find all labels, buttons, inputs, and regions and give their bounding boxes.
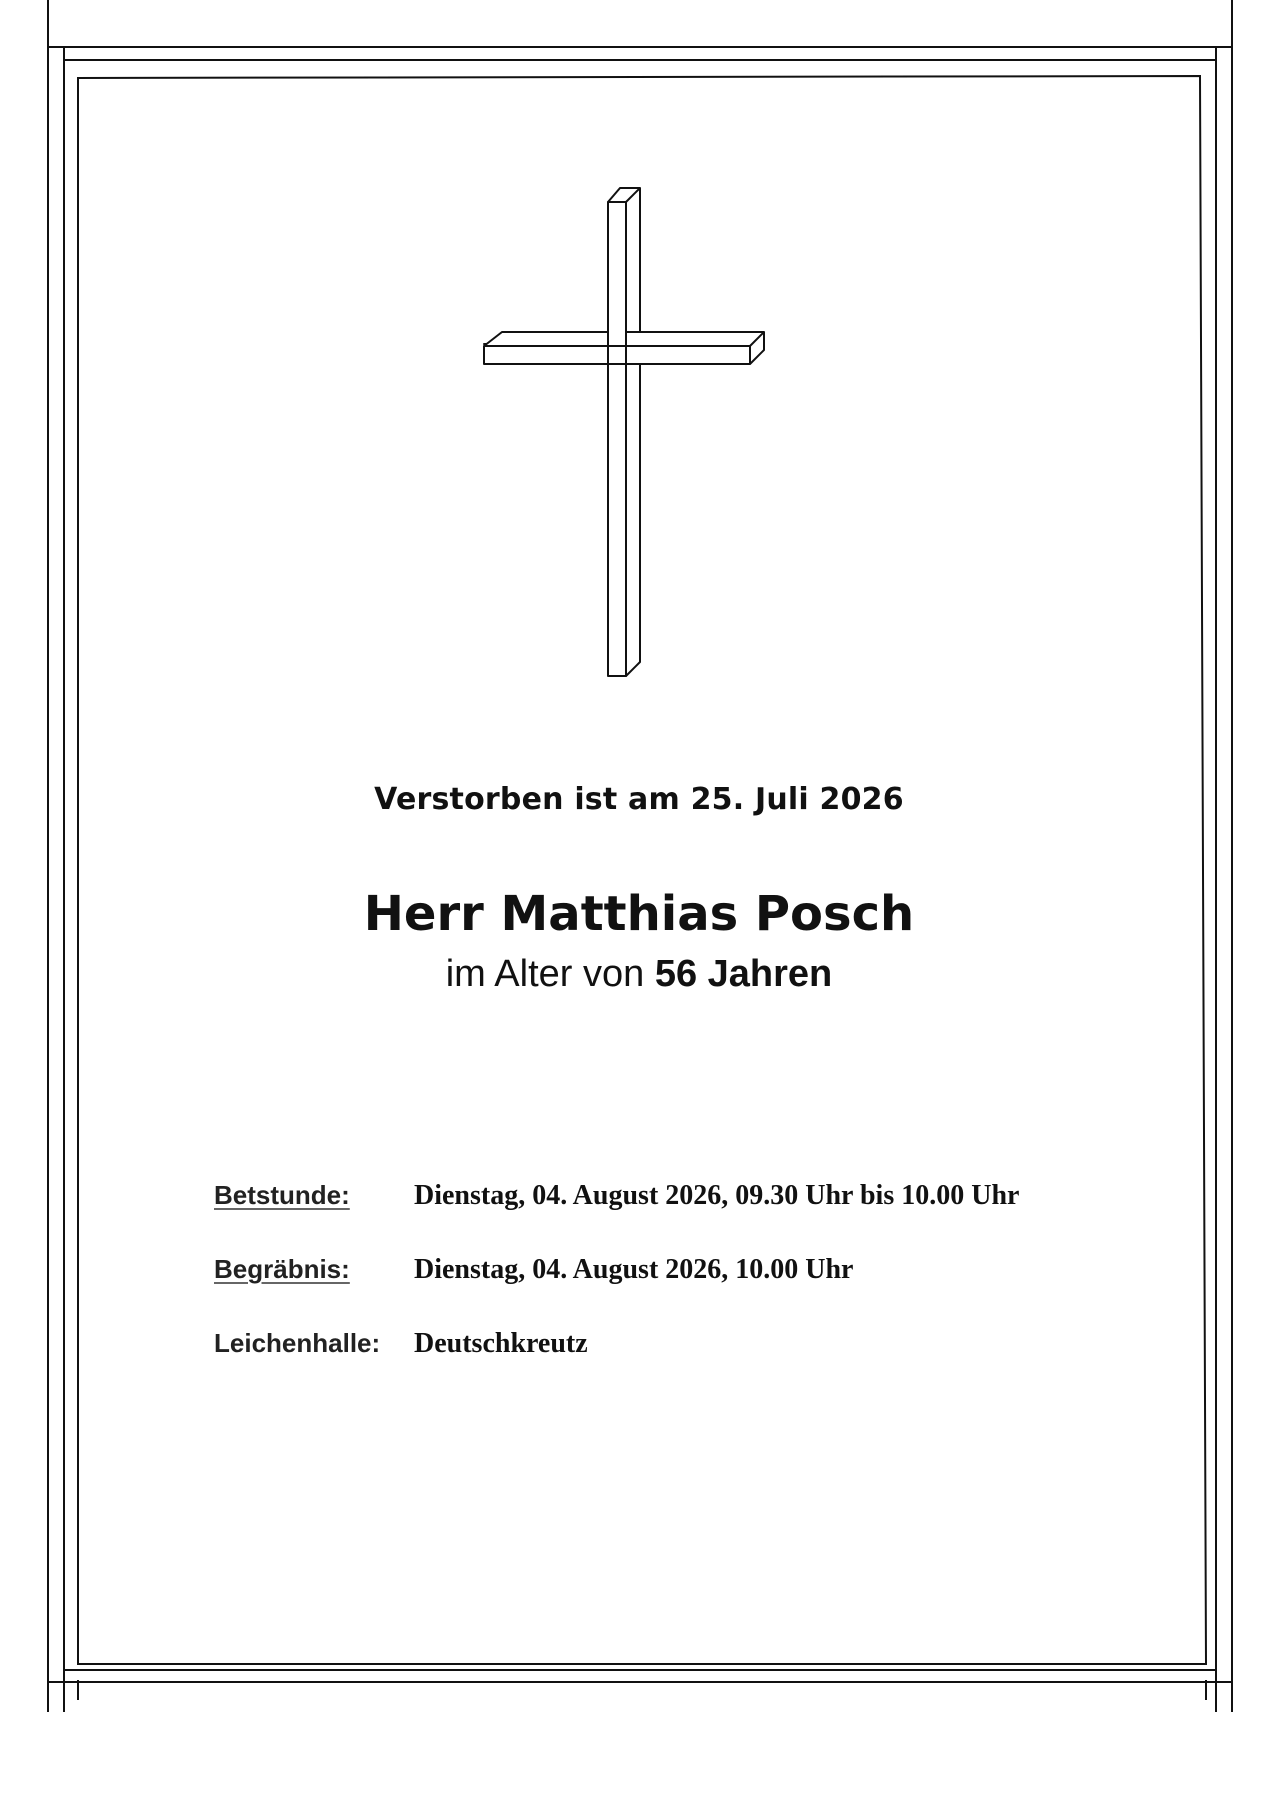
detail-label: Begräbnis: <box>214 1254 350 1284</box>
detail-value: Deutschkreutz <box>414 1328 588 1359</box>
detail-value: Dienstag, 04. August 2026, 09.30 Uhr bis 10.00 Uhr <box>414 1180 1020 1211</box>
death-date-line: Verstorben ist am 25. Juli 2026 <box>374 782 904 817</box>
cross-icon <box>470 180 770 690</box>
age-line <box>0 953 1278 996</box>
age-prefix: im Alter von <box>445 953 645 995</box>
age-value: 56 Jahren <box>654 953 833 995</box>
deceased-name: Herr Matthias Posch <box>363 886 915 942</box>
detail-value: Dienstag, 04. August 2026, 10.00 Uhr <box>414 1254 854 1285</box>
detail-label: Betstunde: <box>214 1180 350 1210</box>
detail-label: Leichenhalle: <box>214 1328 381 1358</box>
